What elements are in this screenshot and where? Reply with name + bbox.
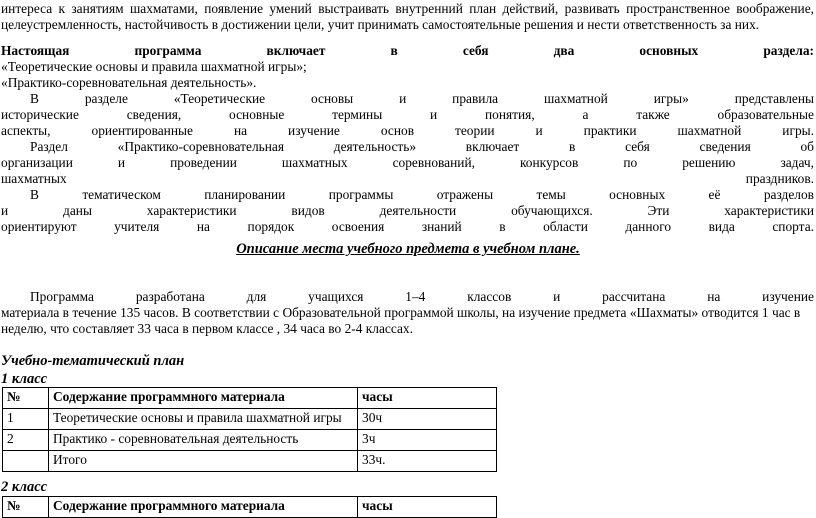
- table-header-row: [3, 497, 497, 518]
- description-line-2: материала в течение 135 часов. В соответствии с Образовательной программой школы, на изучение предмета «Шахматы» отводится 1 час в: [1, 305, 801, 320]
- intro-paragraph: [1, 1, 814, 33]
- p3-line-2: и даны характеристики видов деятельности обучающихся. Эти характеристики: [1, 203, 814, 218]
- p1-line-3: аспекты, ориентированные на изучение основ теории и практики шахматной игры.: [1, 123, 814, 138]
- sections-intro: Настоящая программа включает в себя два основных раздела:: [1, 43, 814, 58]
- header-hours: часы: [358, 388, 497, 409]
- intro-line-2: целеустремленность, настойчивость в достижении цели, учит принимать самостоятельные решения и нести ответственность за них.: [1, 17, 760, 32]
- p2-line-3-start: шахматных: [1, 171, 67, 186]
- grade1-label: 1 класс: [1, 371, 48, 387]
- p2-line-1: Раздел «Практико-соревновательная деятельность» включает в себя сведения об: [30, 139, 814, 154]
- sections-block: [1, 43, 814, 235]
- p2-line-3-end: праздников.: [745, 171, 814, 186]
- section-name-1: «Теоретические основы и правила шахматной игры»;: [1, 59, 307, 74]
- header-hours: часы: [358, 497, 497, 518]
- row-content: Практико - соревновательная деятельность: [49, 430, 358, 451]
- row-number: 1: [3, 409, 49, 430]
- p3-line-1: В тематическом планировании программы отражены темы основных её разделов: [30, 187, 814, 202]
- header-content: Содержание программного материала: [49, 388, 358, 409]
- description-line-1: Программа разработана для учащихся 1–4 классов и рассчитана на изучение: [30, 289, 814, 304]
- header-number: №: [3, 497, 49, 518]
- p3-line-3: ориентируют учителя на порядок освоения знаний в области данного вида спорта.: [1, 219, 814, 234]
- grade2-label: 2 класс: [1, 479, 48, 495]
- row-content: Теоретические основы и правила шахматной игры: [49, 409, 358, 430]
- p1-line-1: В разделе «Теоретические основы и правила шахматной игры» представлены: [30, 91, 814, 106]
- section-name-2: «Практико-соревновательная деятельность».: [1, 75, 257, 90]
- p1-line-2: исторические сведения, основные термины и понятия, а также образовательные: [1, 107, 814, 122]
- header-content: Содержание программного материала: [49, 497, 358, 518]
- table-row: [3, 409, 497, 430]
- row-content: Итого: [49, 451, 358, 472]
- row-hours: 33ч.: [358, 451, 497, 472]
- description-paragraph: [1, 289, 814, 337]
- row-number: [3, 451, 49, 472]
- intro-line-1: интереса к занятиям шахматами, появление умений выстраивать внутренний план действий, развивать пространственное воображение,: [1, 1, 814, 16]
- p2-line-2: организации и проведении шахматных соревнований, конкурсов по решению задач,: [1, 155, 814, 170]
- description-line-3: неделю, что составляет 33 часа в первом классе , 34 часа во 2-4 классах.: [1, 321, 413, 336]
- header-number: №: [3, 388, 49, 409]
- row-hours: 30ч: [358, 409, 497, 430]
- description-heading: Описание места учебного предмета в учебном плане.: [236, 241, 580, 257]
- row-number: 2: [3, 430, 49, 451]
- table-row: [3, 430, 497, 451]
- grade1-table: [2, 387, 497, 472]
- p2-line-3: [1, 171, 814, 187]
- plan-heading: Учебно-тематический план: [1, 353, 185, 369]
- table-total-row: [3, 451, 497, 472]
- row-hours: 3ч: [358, 430, 497, 451]
- table-header-row: [3, 388, 497, 409]
